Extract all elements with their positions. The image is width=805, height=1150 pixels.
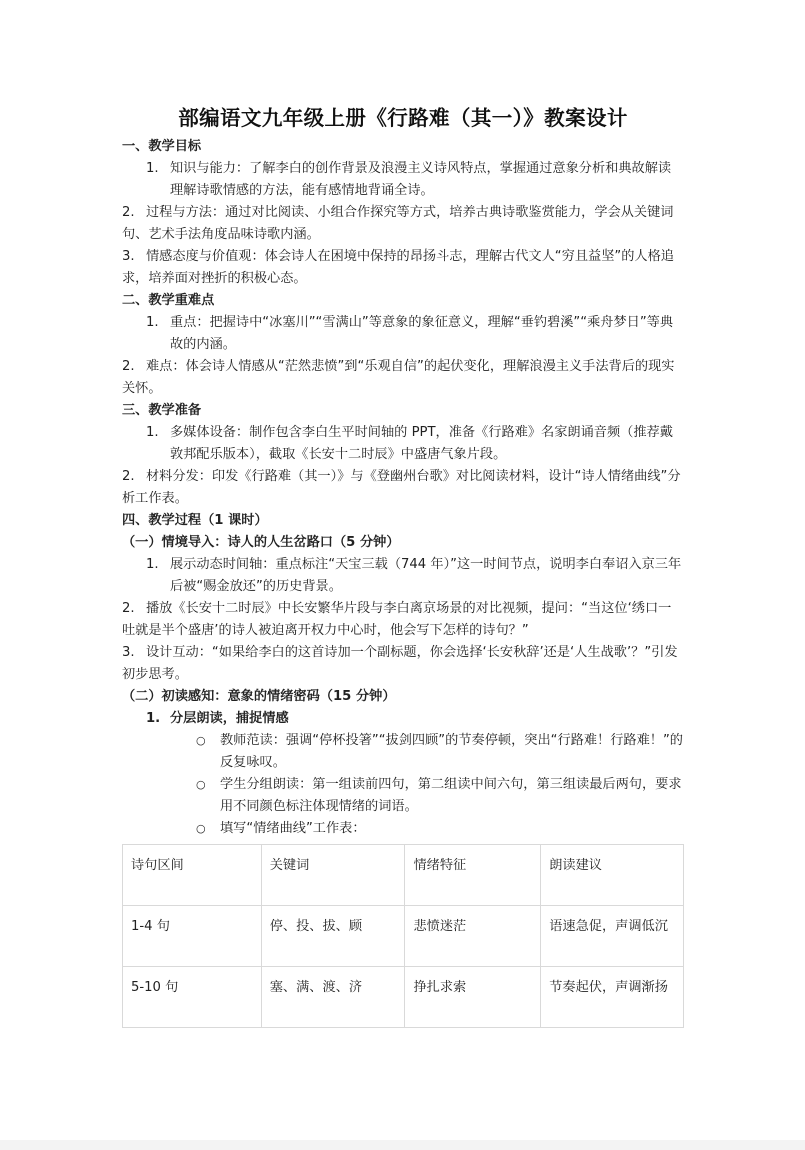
key-point-item-2 — [122, 356, 684, 400]
item-text: 分层朗读，捕捉情感 — [170, 711, 289, 726]
table-cell: 挣扎求索 — [405, 967, 541, 1028]
bullet-text: 填写“情绪曲线”工作表： — [220, 821, 366, 836]
table-cell: 5-10 句 — [123, 967, 262, 1028]
section-heading-key-points: 二、教学重难点 — [122, 293, 215, 308]
circle-bullet-icon: ○ — [196, 734, 206, 747]
preparation-item-2 — [122, 466, 684, 510]
item-number: 1. — [146, 557, 159, 572]
goal-item-1 — [122, 158, 684, 202]
item-text: 难点：体会诗人情感从“茫然悲愤”到“乐观自信”的起伏变化，理解浪漫主义手法背后的现实关怀。 — [122, 359, 675, 396]
item-text: 过程与方法：通过对比阅读、小组合作探究等方式，培养古典诗歌鉴赏能力，学会从关键词句、艺术手法角度品味诗歌内涵。 — [122, 205, 674, 242]
item-number: 2. — [122, 359, 135, 374]
item-number: 3. — [122, 645, 135, 660]
table-cell: 塞、满、渡、济 — [261, 967, 405, 1028]
bullet-item-1 — [122, 730, 684, 774]
item-number: 1. — [146, 315, 159, 330]
goal-item-3 — [122, 246, 684, 290]
table-cell: 节奏起伏，声调渐扬 — [541, 967, 684, 1028]
section-heading-preparation: 三、教学准备 — [122, 403, 202, 418]
item-text: 多媒体设备：制作包含李白生平时间轴的 PPT，准备《行路难》名家朗诵音频（推荐戴敦邦配乐版本），截取《长安十二时辰》中盛唐气象片段。 — [170, 425, 673, 462]
table-row — [123, 967, 684, 1028]
subsection-heading-first-reading: （二）初读感知：意象的情绪密码（15 分钟） — [122, 689, 396, 704]
section-heading-process: 四、教学过程（1 课时） — [122, 513, 268, 528]
table-row — [123, 906, 684, 967]
bullet-text: 学生分组朗读：第一组读前四句，第二组读中间六句，第三组读最后两句，要求用不同颜色标注体现情绪的词语。 — [220, 777, 682, 814]
item-number: 2. — [122, 205, 135, 220]
lesson-plan-content — [122, 104, 684, 1028]
bullet-item-3 — [122, 818, 684, 840]
emotion-curve-table — [122, 844, 684, 1028]
item-text: 设计互动：“如果给李白的这首诗加一个副标题，你会选择‘长安秋辞’还是‘人生战歌’？”引发初步思考。 — [122, 645, 678, 682]
item-number: 2. — [122, 601, 135, 616]
item-number: 2. — [122, 469, 135, 484]
item-number: 1. — [146, 425, 159, 440]
reading-step-1 — [122, 708, 684, 730]
preparation-item-1 — [122, 422, 684, 466]
key-point-item-1 — [122, 312, 684, 356]
item-text: 知识与能力：了解李白的创作背景及浪漫主义诗风特点，掌握通过意象分析和典故解读理解诗歌情感的方法，能有感情地背诵全诗。 — [170, 161, 672, 198]
item-text: 重点：把握诗中“冰塞川”“雪满山”等意象的象征意义，理解“垂钓碧溪”“乘舟梦日”等典故的内涵。 — [170, 315, 674, 352]
table-header-cell: 关键词 — [261, 845, 405, 906]
circle-bullet-icon: ○ — [196, 778, 206, 791]
item-number: 3. — [122, 249, 135, 264]
item-number: 1. — [146, 161, 159, 176]
page-title: 部编语文九年级上册《行路难（其一）》教案设计 — [178, 106, 628, 130]
subsection-heading-intro: （一）情境导入：诗人的人生岔路口（5 分钟） — [122, 535, 400, 550]
item-text: 展示动态时间轴：重点标注“天宝三载（744 年）”这一时间节点，说明李白奉诏入京三年后被“赐金放还”的历史背景。 — [170, 557, 682, 594]
item-number: 1. — [146, 711, 161, 726]
section-heading-goals: 一、教学目标 — [122, 139, 202, 154]
table-header-cell: 诗句区间 — [123, 845, 262, 906]
item-text: 材料分发：印发《行路难（其一）》与《登幽州台歌》对比阅读材料，设计“诗人情绪曲线”分析工作表。 — [122, 469, 681, 506]
table-header-cell: 情绪特征 — [405, 845, 541, 906]
bullet-item-2 — [122, 774, 684, 818]
circle-bullet-icon: ○ — [196, 822, 206, 835]
table-cell: 语速急促，声调低沉 — [541, 906, 684, 967]
item-text: 播放《长安十二时辰》中长安繁华片段与李白离京场景的对比视频，提问：“当这位‘绣口一吐就是半个盛唐’的诗人被迫离开权力中心时，他会写下怎样的诗句？” — [122, 601, 672, 638]
intro-item-2 — [122, 598, 684, 642]
goal-item-2 — [122, 202, 684, 246]
item-text: 情感态度与价值观：体会诗人在困境中保持的昂扬斗志，理解古代文人“穷且益坚”的人格追求，培养面对挫折的积极心态。 — [122, 249, 674, 286]
table-cell: 悲愤迷茫 — [405, 906, 541, 967]
table-cell: 1-4 句 — [123, 906, 262, 967]
table-header-row — [123, 845, 684, 906]
intro-item-1 — [122, 554, 684, 598]
bullet-text: 教师范读：强调“停杯投箸”“拔剑四顾”的节奏停顿，突出“行路难！行路难！”的反复咏叹。 — [220, 733, 683, 770]
table-header-cell: 朗读建议 — [541, 845, 684, 906]
table-cell: 停、投、拔、顾 — [261, 906, 405, 967]
intro-item-3 — [122, 642, 684, 686]
